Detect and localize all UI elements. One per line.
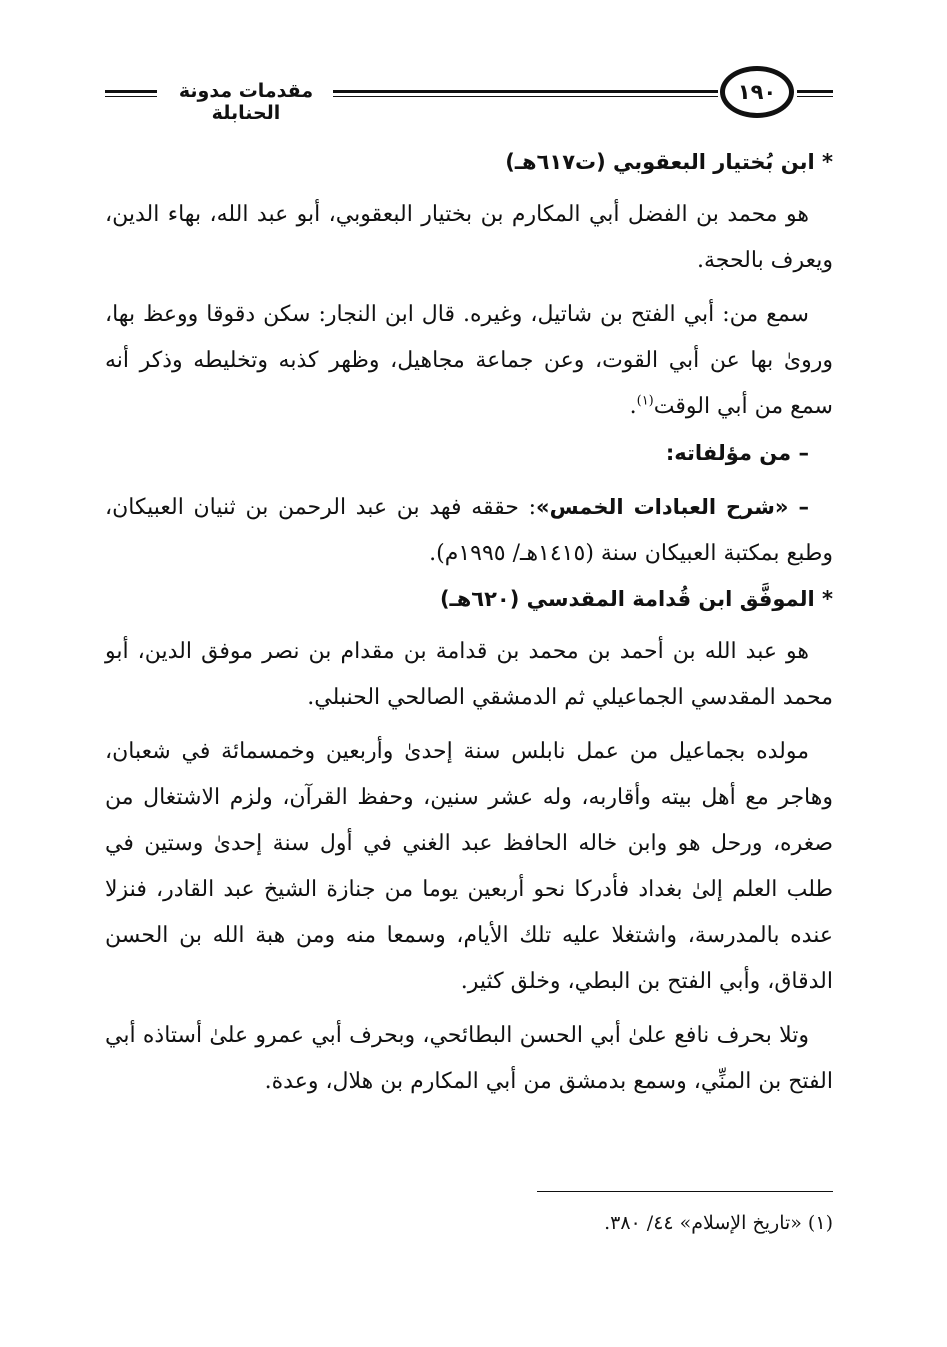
footnote-reference[interactable]: (١) bbox=[636, 393, 654, 409]
section-heading-ibn-bukhtiyar: * ابن بُختيار البعقوبي (ت٦١٧هـ) bbox=[505, 150, 833, 174]
paragraph-bio-2-end: . bbox=[629, 394, 637, 419]
paragraph-qudama-1: هو عبد الله بن أحمد بن محمد بن قدامة بن مقدام بن نصر موفق الدين، أبو محمد المقدسي الجماعيلي ثم الدمشقي الصالحي الحنبلي. bbox=[105, 639, 833, 710]
work-entry bbox=[105, 484, 833, 577]
work-description: : حققه فهد بن عبد الرحمن بن ثنيان العبيكان، وطبع بمكتبة العبيكان سنة (١٤١٥هـ/ ١٩٩٥م). bbox=[105, 495, 833, 566]
page-header bbox=[105, 66, 833, 124]
paragraph-qudama-3: وتلا بحرف نافع علىٰ أبي الحسن البطائحي، وبحرف أبي عمرو علىٰ أستاذه أبي الفتح بن المنِّي، وسمع بدمشق من أبي المكارم بن هلال، وعدة. bbox=[105, 1023, 833, 1094]
header-rule-middle bbox=[333, 90, 718, 97]
running-title: مقدمات مدونة الحنابلة bbox=[178, 80, 314, 124]
footnote: (١) «تاريخ الإسلام» ٤٤/ ٣٨٠. bbox=[604, 1212, 833, 1234]
section-heading-ibn-qudama: * الموفَّق ابن قُدامة المقدسي (٦٢٠هـ) bbox=[439, 587, 833, 611]
paragraph-bio-1: هو محمد بن الفضل أبي المكارم بن بختيار البعقوبي، أبو عبد الله، بهاء الدين، ويعرف بالحجة. bbox=[105, 202, 833, 273]
page-number: ١٩٠ bbox=[720, 66, 794, 118]
book-page bbox=[105, 0, 833, 1347]
page-body bbox=[105, 140, 833, 1105]
paragraph-bio-2-text: سمع من: أبي الفتح بن شاتيل، وغيره. قال ابن النجار: سكن دقوقا ووعظ بها، وروىٰ بها عن أبي القوت، وعن جماعة مجاهيل، وظهر كذبه وتخليطه وذكر أنه سمع من أبي الوقت bbox=[105, 302, 833, 419]
works-label: – من مؤلفاته: bbox=[665, 441, 809, 465]
header-rule-left bbox=[105, 90, 157, 97]
work-title: – «شرح العبادات الخمس» bbox=[536, 495, 809, 519]
header-rule-right bbox=[797, 90, 833, 97]
footnote-separator bbox=[537, 1191, 833, 1192]
paragraph-qudama-2: مولده بجماعيل من عمل نابلس سنة إحدىٰ وأربعين وخمسمائة في شعبان، وهاجر مع أهل بيته وأقاربه، وله عشر سنين، وحفظ القرآن، ولزم الاشتغال من صغره، ورحل هو وابن خاله الحافظ عبد الغني في أول سنة إحدىٰ وستين في طلب العلم إلىٰ بغداد فأدركا نحو أربعين يوما من جنازة الشيخ عبد القادر، فنزلا عنده بالمدرسة، واشتغلا عليه تلك الأيام، وسمعا منه ومن هبة الله بن الحسن الدقاق، وأبي الفتح بن البطي، وخلق كثير. bbox=[105, 739, 833, 994]
paragraph-bio-2 bbox=[105, 292, 833, 430]
